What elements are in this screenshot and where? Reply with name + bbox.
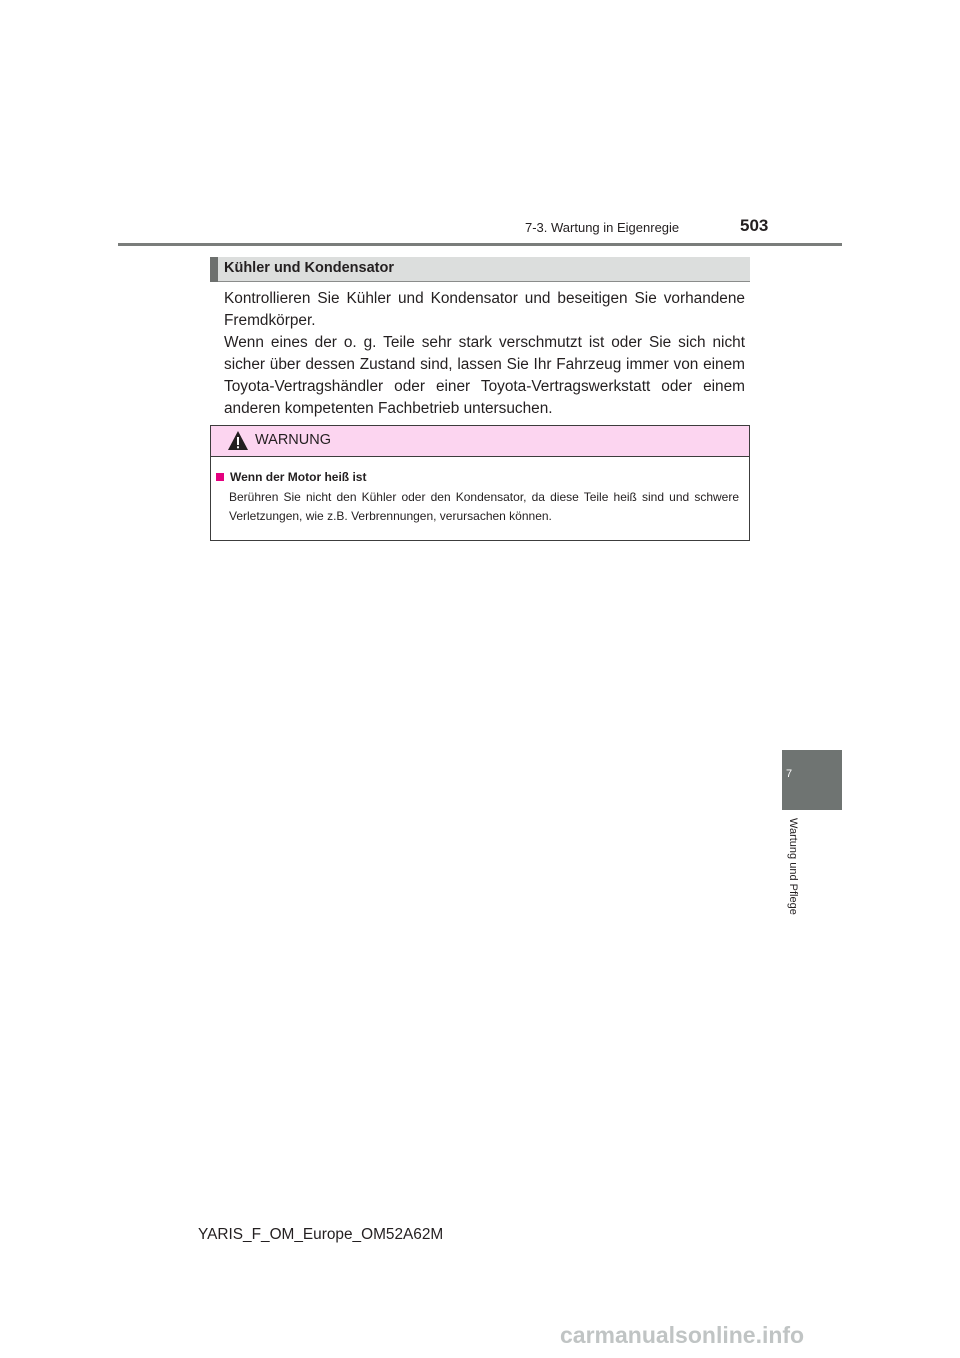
square-bullet-icon	[216, 473, 224, 481]
warning-title: WARNUNG	[255, 432, 331, 448]
warning-triangle-icon	[227, 430, 249, 452]
warning-item-heading-text: Wenn der Motor heiß ist	[230, 470, 367, 484]
body-paragraph-1: Kontrollieren Sie Kühler und Kondensator und beseitigen Sie vorhandene Fremdkörper.	[224, 290, 745, 329]
chapter-tab-number: 7	[785, 768, 793, 780]
section-label: 7-3. Wartung in Eigenregie	[525, 220, 680, 235]
warning-item-text: Berühren Sie nicht den Kühler oder den Kondensator, da diese Teile heiß sind und schwere Verletzungen, wie z.B. Verbrennungen, verursachen können.	[229, 490, 739, 523]
footer-document-id: YARIS_F_OM_Europe_OM52A62M	[198, 1226, 444, 1243]
heading-accent	[210, 257, 218, 282]
warning-item-heading	[216, 470, 366, 484]
page-number: 503	[740, 216, 769, 235]
chapter-title-vertical: Wartung und Pflege	[787, 818, 799, 915]
chapter-tab	[782, 750, 842, 810]
watermark: carmanualsonline.info	[560, 1322, 805, 1348]
body-paragraph-2: Wenn eines der o. g. Teile sehr stark verschmutzt ist oder Sie sich nicht sicher über dessen Zustand sind, lassen Sie Ihr Fahrzeug immer von einem Toyota-Vertragshändler oder einer Toyota-Vertragswerkstatt oder einem anderen kompetenten Fachbetrieb untersuchen.	[224, 334, 745, 417]
header-rule	[118, 243, 842, 246]
warning-header	[211, 426, 749, 457]
section-heading-bar	[210, 257, 750, 282]
warning-box	[210, 425, 750, 541]
section-heading: Kühler und Kondensator	[224, 260, 394, 276]
body-text	[224, 288, 745, 420]
